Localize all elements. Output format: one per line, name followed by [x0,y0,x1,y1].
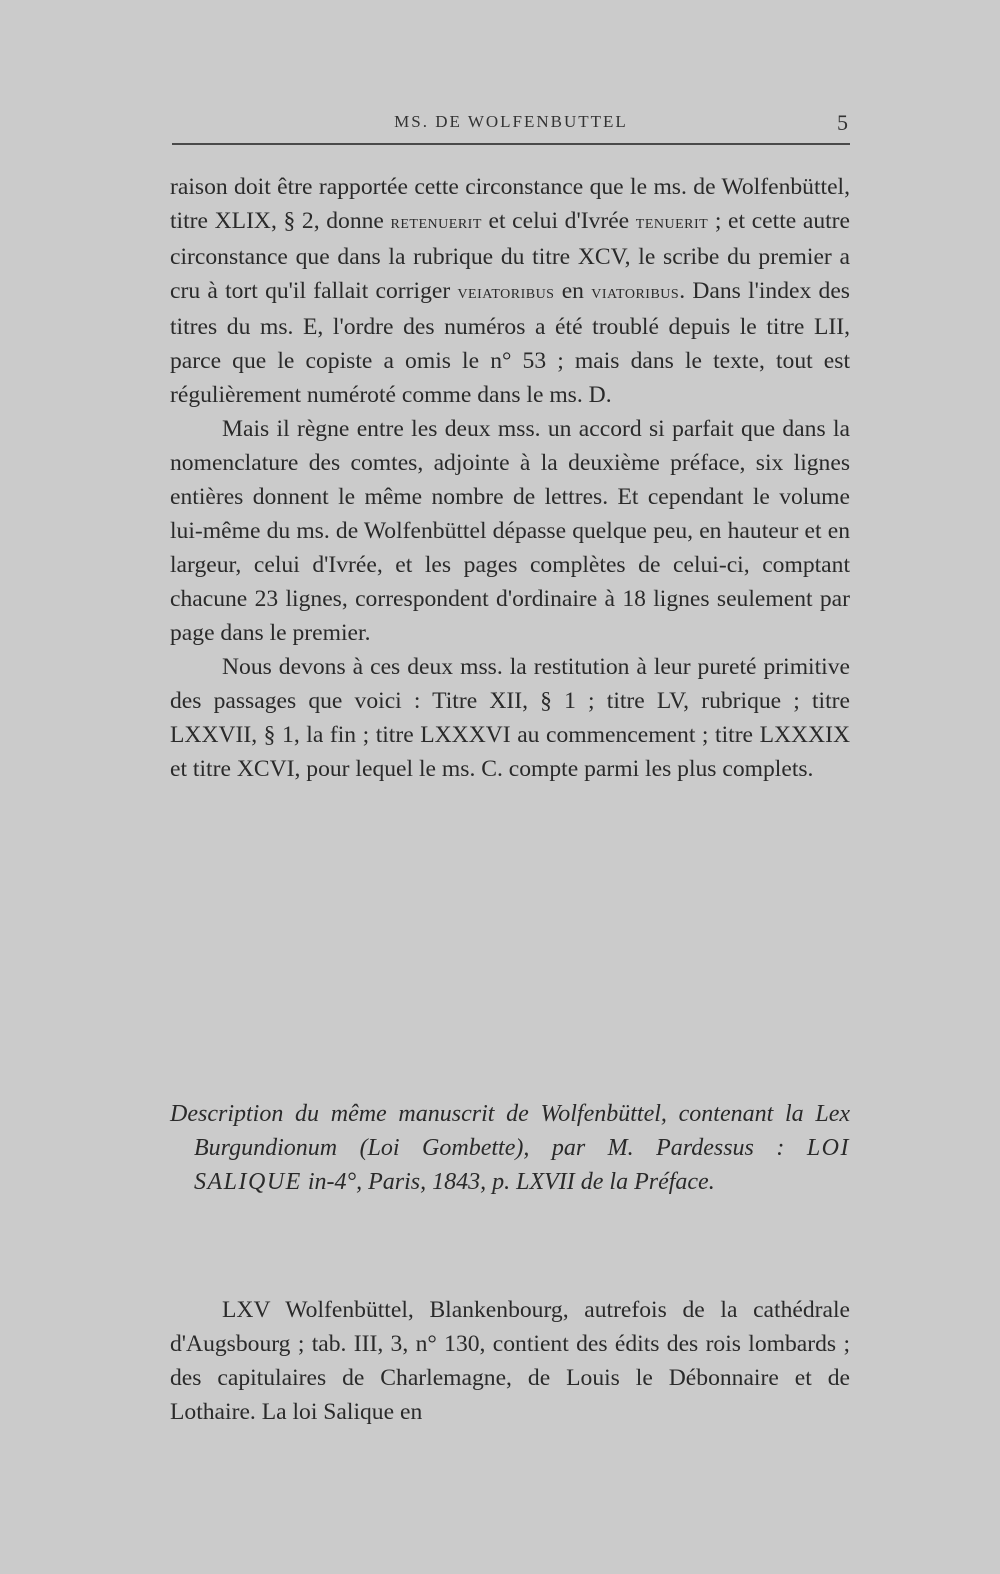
citation-heading [170,1097,850,1199]
text-run: raison doit être rapportée cette circonstance que le ms. de Wolfenbüttel, titre XLIX, § 2, donne [170,174,850,234]
header-rule [172,143,850,145]
paragraph-3: Nous devons à ces deux mss. la restitution à leur pureté primitive des passages que voici : Titre XII, § 1 ; titre LV, rubrique ; titre LXXVII, § 1, la fin ; titre LXXXVI au commencement ; titre LXXXIX et titre XCVI, pour lequel le ms. C. compte parmi les plus complets. [170,654,850,782]
small-caps-word: veiatoribus [457,282,555,303]
citation-title-caps: LOI SALIQUE [194,1135,850,1195]
text-run: ; et cette autre circonstance que dans la rubrique du titre XCV, le scribe du premier a cru à tort qu'il fallait corriger [170,208,850,304]
secondary-text-block [170,1293,850,1429]
paragraph-4: LXV Wolfenbüttel, Blankenbourg, autrefois de la cathédrale d'Augsbourg ; tab. III, 3, n° 130, contient des édits des rois lombards ; des capitulaires de Charlemagne, de Louis le Débonnaire et de Lothaire. La loi Salique en [170,1297,850,1425]
small-caps-word: viatoribus [591,282,680,303]
paragraph-1 [170,170,850,412]
paragraph-2: Mais il règne entre les deux mss. un accord si parfait que dans la nomenclature des comtes, adjointe à la deuxième préface, six lignes entières donnent le même nombre de lettres. Et cependant le volume lui-même du ms. de Wolfenbüttel dépasse quelque peu, en hauteur et en largeur, celui d'Ivrée, et les pages complètes de celui-ci, comptant chacune 23 lignes, correspondent d'ordinaire à 18 lignes seulement par page dans le premier. [170,416,850,646]
citation-text: Description du même manuscrit de Wolfenbüttel, contenant la Lex Burgundionum (Loi Gombette), par M. Pardessus : [170,1101,850,1161]
running-title: MS. DE WOLFENBUTTEL [394,112,628,131]
citation-text: in-4°, Paris, 1843, p. LXVII de la Préface. [301,1169,715,1195]
small-caps-word: tenuerit [635,212,709,233]
text-run: en [554,278,592,304]
page-number: 5 [837,110,848,135]
small-caps-word: retenuerit [390,212,482,233]
text-run: et celui d'Ivrée [481,208,636,234]
text-run: . Dans l'index des titres du ms. E, l'ordre des numéros a été troublé depuis le titre LII, parce que le copiste a omis le n° 53 ; mais dans le texte, tout est régulièrement numéroté comme dans le ms. D. [170,278,850,408]
running-head [172,112,850,142]
main-text-block [170,170,850,786]
